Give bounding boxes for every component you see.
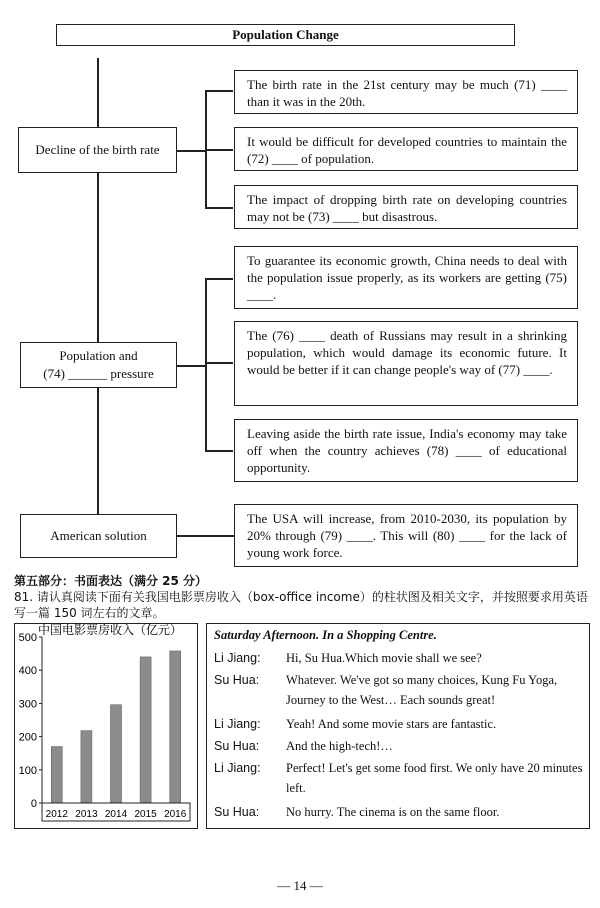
bar xyxy=(111,705,122,803)
section-heading: 第五部分：书面表达（满分 25 分） xyxy=(14,574,208,588)
item-72: It would be difficult for developed countries to maintain the (72) ____ of population. xyxy=(234,127,578,171)
branch-connector-2 xyxy=(205,278,207,450)
y-tick-label: 0 xyxy=(30,798,37,810)
dialogue-line xyxy=(214,802,584,822)
item-78: Leaving aside the birth rate issue, India's economy may take off when the country achieves (78) ____ of educational opportunity. xyxy=(234,419,578,482)
item-76-77: The (76) ____ death of Russians may result in a shrinking population, which would damage its economic future. It would be better if it can change people's way of (77) ____. xyxy=(234,321,578,406)
x-tick-label: 2012 xyxy=(45,809,68,820)
x-tick-label: 2015 xyxy=(134,809,157,820)
branch-link-2 xyxy=(176,365,206,367)
x-tick-label: 2014 xyxy=(104,809,128,820)
speaker: Su Hua: xyxy=(214,673,260,687)
dialogue-line xyxy=(214,714,584,734)
bar xyxy=(170,651,181,803)
category-population-pressure xyxy=(20,342,177,388)
dialogue-line xyxy=(214,648,584,668)
page-number: — 14 — xyxy=(277,878,323,893)
utterance: No hurry. The cinema is on the same floor. xyxy=(286,805,500,819)
tick-5 xyxy=(205,362,233,364)
diagram-title: Population Change xyxy=(56,24,515,46)
item-79-80: The USA will increase, from 2010-2030, its population by 20% through (79) ____. This will (80) ____ for the lack of young work force. xyxy=(234,504,578,567)
x-tick-label: 2013 xyxy=(75,809,98,820)
dialogue-heading: Saturday Afternoon. In a Shopping Centre. xyxy=(214,628,437,642)
utterance: Perfect! Let's get some food first. We only have 20 minutes left. xyxy=(286,761,583,795)
utterance: Yeah! And some movie stars are fantastic. xyxy=(286,717,497,731)
writing-prompt: 81. 请认真阅读下面有关我国电影票房收入（box-office income）的柱状图及相关文字，并按照要求用英语写一篇 150 词左右的文章。 xyxy=(14,590,588,620)
speaker: Li Jiang: xyxy=(214,651,261,665)
x-tick-label: 2016 xyxy=(164,809,187,820)
branch-link-1 xyxy=(176,150,206,152)
tick-1 xyxy=(205,90,233,92)
y-tick-label: 100 xyxy=(18,764,37,777)
y-tick-label: 400 xyxy=(18,665,37,678)
bar xyxy=(81,731,92,803)
speaker: Li Jiang: xyxy=(214,717,261,731)
item-71: The birth rate in the 21st century may be much (71) ____ than it was in the 20th. xyxy=(234,70,578,114)
speaker: Li Jiang: xyxy=(214,761,261,775)
speaker: Su Hua: xyxy=(214,739,260,753)
bar xyxy=(140,657,151,803)
branch-link-3 xyxy=(176,535,234,537)
tick-2 xyxy=(205,149,233,151)
tick-6 xyxy=(205,450,233,452)
dialogue-line xyxy=(214,758,584,798)
category-label-blank: (74) ______ pressure xyxy=(43,366,154,381)
item-73: The impact of dropping birth rate on developing countries may not be (73) ____ but disastrous. xyxy=(234,185,578,229)
y-tick-label: 200 xyxy=(18,731,37,744)
category-label: Decline of the birth rate xyxy=(35,142,160,157)
utterance: Hi, Su Hua.Which movie shall we see? xyxy=(286,651,482,665)
utterance: Whatever. We've got so many choices, Kung Fu Yoga, Journey to the West… Each sounds great! xyxy=(286,673,558,707)
category-american-solution xyxy=(20,514,177,558)
box-office-chart xyxy=(14,623,198,829)
category-label: Population and xyxy=(59,348,138,363)
category-birth-rate xyxy=(18,127,177,173)
chart-title: 中国电影票房收入（亿元） xyxy=(38,623,183,637)
y-tick-label: 300 xyxy=(18,698,37,711)
bar xyxy=(51,747,62,803)
item-75: To guarantee its economic growth, China needs to deal with the population issue properly, as its workers are getting (75) ____. xyxy=(234,246,578,309)
tick-4 xyxy=(205,278,233,280)
category-label: American solution xyxy=(50,528,147,543)
dialogue-line xyxy=(214,670,584,710)
utterance: And the high-tech!… xyxy=(286,739,393,753)
tick-3 xyxy=(205,207,233,209)
dialogue-line xyxy=(214,736,584,756)
speaker: Su Hua: xyxy=(214,805,260,819)
y-tick-label: 500 xyxy=(18,632,37,644)
